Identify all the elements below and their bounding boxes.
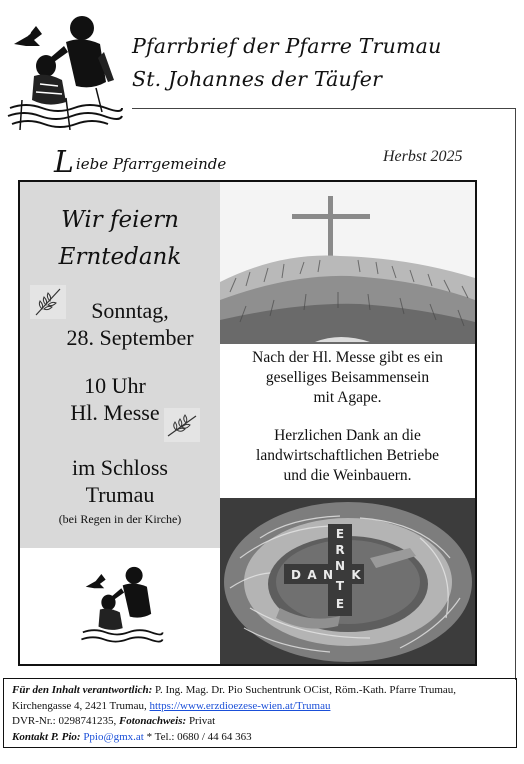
event-date [20,297,220,351]
baptism-logo-small [80,564,164,648]
bread-letter: K [351,568,361,582]
event-mass: Hl. Messe [70,400,160,425]
location-line-2: Trumau [85,482,155,507]
greeting-initial: L [54,145,74,180]
title-line-2: St. Johannes der Täufer [132,67,383,91]
contact-label: Kontakt P. Pio: [12,730,81,743]
bread-letter: E [335,597,345,611]
issue-season: Herbst 2025 [383,148,463,165]
greeting-text: iebe Pfarrgemeinde [75,155,227,173]
thanks-text [220,426,475,486]
event-location [20,454,220,508]
event-title-line-1: Wir feiern [61,207,179,233]
bread-letter: A [307,568,317,582]
responsible-label: Für den Inhalt verantwortlich: [12,684,153,696]
event-day: 28. September [66,325,194,350]
rain-note: (bei Regen in der Kirche) [58,512,182,526]
bread-letter: N [322,568,334,582]
right-border-line [515,108,516,680]
title-line-1: Pfarrbrief der Pfarre Trumau [132,34,442,58]
parish-website-link[interactable]: https://www.erzdioezese-wien.at/Trumau [149,699,331,712]
after-mass-text [220,348,475,408]
after-mass-line-3: mit Agape. [313,389,382,406]
wheat-icon [164,408,200,442]
thanks-line-3: und die Weinbauern. [283,467,412,484]
event-weekday: Sonntag, [91,298,169,323]
photo-credit-value: Privat [186,715,216,727]
event-frame [18,180,477,666]
bread-letter: R [335,543,345,557]
greeting [54,142,227,180]
photo-credit-label: Fotonachweis: [118,715,187,727]
bread-letter: N [334,559,346,573]
header-divider [132,108,516,109]
newsletter-title [132,30,441,96]
baptism-logo [6,12,124,130]
responsible-text: P. Ing. Mag. Dr. Pio Suchentrunk OCist, Röm.-Kath. Pfarre Trumau, Kirchengasse 4, 2421 Trumau, [12,684,457,712]
imprint-line-2 [12,714,508,730]
contact-phone: * Tel.: 0680 / 44 64 363 [143,730,252,743]
harvest-cross-photo [220,182,475,344]
after-mass-line-2: geselliges Beisammensein [265,369,430,386]
location-line-1: im Schloss [72,455,168,480]
bread-letter: D [291,568,301,582]
event-hour: 10 Uhr [84,373,146,398]
harvest-bread-photo [220,498,475,664]
thanks-line-2: landwirtschaftlichen Betriebe [256,447,439,464]
bread-letter: T [335,579,345,593]
after-mass-line-1: Nach der Hl. Messe gibt es ein [252,349,443,366]
event-title [20,202,220,276]
thanks-line-1: Herzlichen Dank an die [274,427,421,444]
contact-email[interactable]: Ppio@gmx.at [83,730,144,743]
event-title-line-2: Erntedank [58,244,182,270]
imprint-footer [3,678,517,748]
imprint-line-1 [12,683,508,714]
dvr-text: DVR-Nr.: 0298741235, [12,715,119,727]
imprint-line-3 [12,730,508,746]
event-panel [20,182,220,548]
bread-letter: E [335,527,345,541]
